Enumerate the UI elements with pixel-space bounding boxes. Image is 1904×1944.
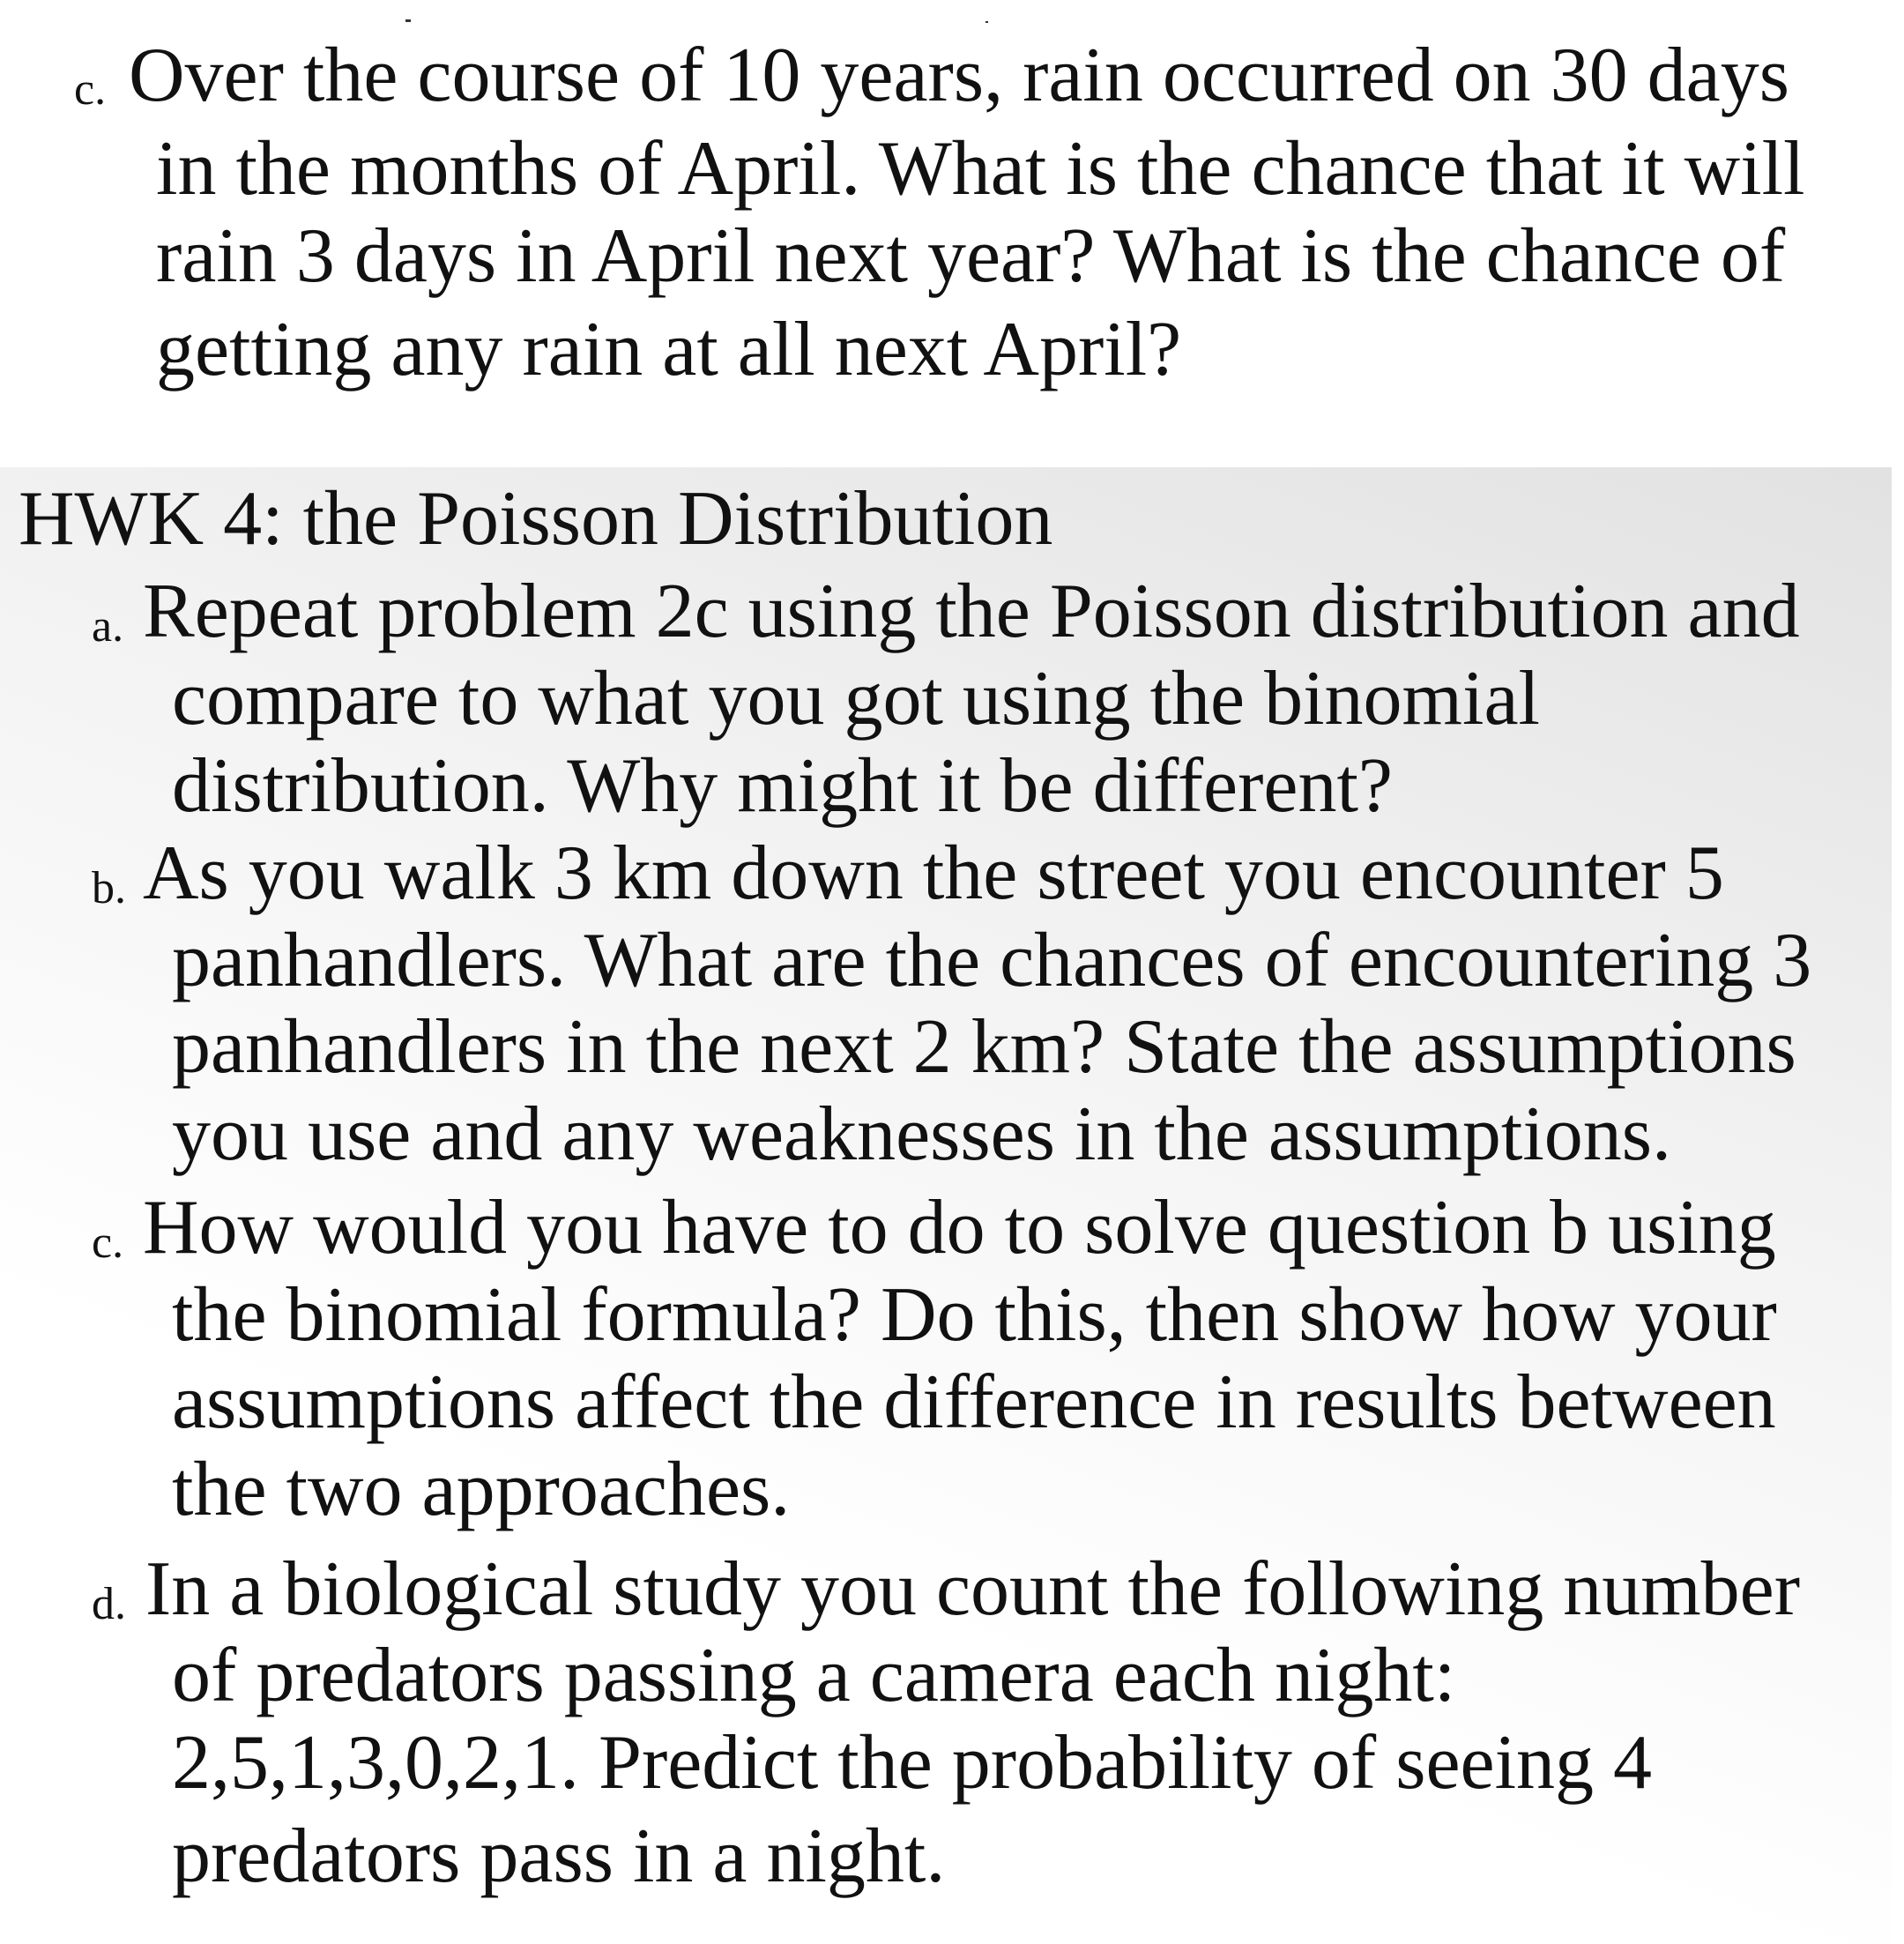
text-line: Repeat problem 2c using the Poisson distribution and [143, 569, 1800, 654]
section-heading: HWK 4: the Poisson Distribution [19, 476, 1053, 562]
item-marker: c. [92, 1218, 124, 1268]
text-line: 2,5,1,3,0,2,1. Predict the probability of seeing 4 [172, 1720, 1653, 1806]
text-line: compare to what you got using the binomial [172, 656, 1540, 741]
item-marker: b. [92, 863, 126, 913]
text-line: the two approaches. [172, 1447, 791, 1532]
text-line: getting any rain at all next April? [156, 307, 1182, 392]
item-marker: a. [92, 601, 124, 652]
text-line: you use and any weaknesses in the assumptions. [172, 1091, 1672, 1177]
artifact-mark [405, 19, 411, 22]
text-line: In a biological study you count the following number [145, 1546, 1801, 1632]
item-marker: d. [92, 1579, 126, 1629]
text-line: assumptions affect the difference in results between [172, 1359, 1776, 1445]
artifact-mark [985, 21, 988, 23]
text-line: As you walk 3 km down the street you encounter 5 [143, 830, 1724, 916]
text-line: of predators passing a camera each night: [172, 1633, 1456, 1718]
text-line: panhandlers. What are the chances of encountering 3 [172, 918, 1812, 1003]
item-marker: c. [74, 64, 107, 115]
text-line: rain 3 days in April next year? What is the chance of [156, 213, 1786, 299]
text-line: predators pass in a night. [172, 1814, 946, 1899]
text-line: panhandlers in the next 2 km? State the assumptions [172, 1004, 1796, 1090]
text-line: How would you have to do to solve question b using [143, 1185, 1776, 1270]
text-line: in the months of April. What is the chance that it will [156, 126, 1805, 212]
text-line: Over the course of 10 years, rain occurred on 30 days [129, 33, 1789, 118]
text-line: distribution. Why might it be different? [172, 743, 1393, 829]
text-line: the binomial formula? Do this, then show how your [172, 1272, 1777, 1358]
